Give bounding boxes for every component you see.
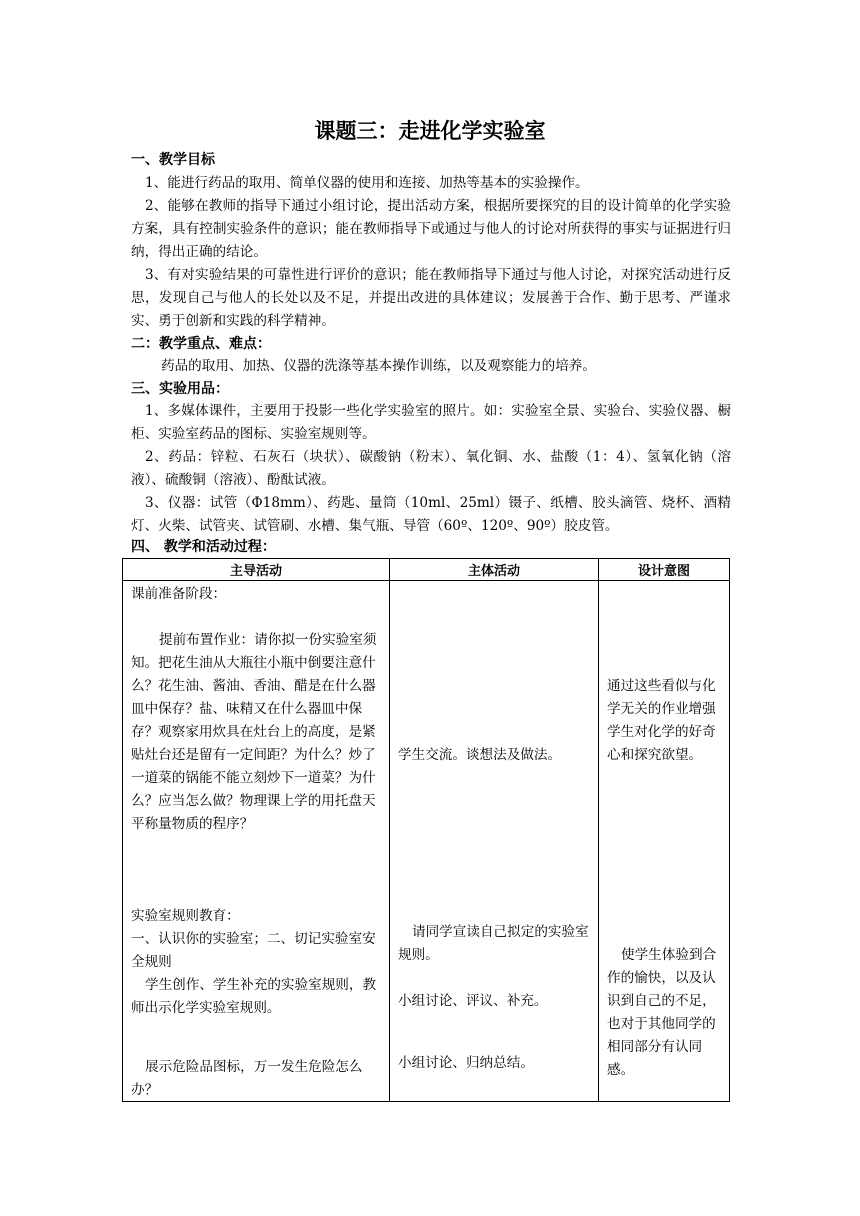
objective-3: 3、有对实验结果的可靠性进行评价的意识；能在教师指导下通过与他人讨论，对探究活动进行反思，发现自己与他人的长处以及不足，并提出改进的具体建议；发展善于合作、勤于思考、严谨求实、勇于创新和实践的科学精神。 [131,267,731,329]
intent-cooperation-text: 使学生体验到合作的愉快，以及认识到自己的不足，也对于其他同学的相同部分有认同感。 [607,947,717,1078]
section-heading-materials: 三、实验用品： [131,381,229,397]
objective-1: 1、能进行药品的取用、简单仪器的使用和连接、加热等基本的实验操作。 [145,175,589,191]
table-header-row [123,559,730,581]
table-row [123,581,730,1102]
student-exchange-text: 学生交流。谈想法及做法。 [398,747,562,763]
header-student-activity: 主体活动 [390,559,599,581]
materials-2: 2、药品：锌粒、石灰石（块状）、碳酸钠（粉末）、氧化铜、水、盐酸（1：4）、氢氧化钠（溶液）、硫酸铜（溶液）、酚酞试液。 [131,449,731,488]
group-discussion-text: 小组讨论、评议、补充。 [398,993,548,1009]
design-intent-cell [599,581,730,1102]
intent-curiosity-text: 通过这些看似与化学无关的作业增强学生对化学的好奇心和探究欲望。 [607,678,716,763]
materials-3: 3、仪器：试管（Φ18mm）、药匙、量筒（10ml、25ml）镊子、纸槽、胶头滴管、烧杯、酒精灯、火柴、试管夹、试管刷、水槽、集气瓶、导管（60º、120º、90º）胶皮管。 [131,495,731,534]
materials-1: 1、多媒体课件，主要用于投影一些化学实验室的照片。如：实验室全景、实验台、实验仪器、橱柜、实验室药品的图标、实验室规则等。 [131,403,731,442]
student-activity-cell [390,581,599,1102]
main-activity-cell [123,581,390,1102]
keypoints-text: 药品的取用、加热、仪器的洗涤等基本操作训练，以及观察能力的培养。 [161,358,596,374]
activity-table [122,558,730,1102]
header-design-intent: 设计意图 [599,559,730,581]
rules-education-label: 实验室规则教育： [131,908,240,924]
page-title: 课题三：走进化学实验室 [314,119,546,143]
section-heading-process: 四、 教学和活动过程： [131,539,276,555]
read-rules-text: 请同学宣读自己拟定的实验室规则。 [398,924,589,963]
group-summary-text: 小组讨论、归纳总结。 [398,1055,534,1071]
hazard-icons-text: 展示危险品图标，万一发生危险怎么办？ [131,1059,363,1098]
header-main-activity: 主导活动 [123,559,390,581]
section-heading-objectives: 一、教学目标 [131,152,215,168]
objective-2: 2、能够在教师的指导下通过小组讨论，提出活动方案，根据所要探究的目的设计简单的化学实验方案，具有控制实验条件的意识；能在教师指导下或通过与他人的讨论对所获得的事实与证据进行归纳，得出正确的结论。 [131,198,731,260]
rules-creation-text: 学生创作、学生补充的实验室规则，教师出示化学实验室规则。 [131,977,377,1016]
homework-text: 提前布置作业：请你拟一份实验室须知。把花生油从大瓶往小瓶中倒要注意什么？花生油、酱油、香油、醋是在什么器皿中保存？盐、味精又在什么器皿中保存？观察家用炊具在灶台上的高度，是紧贴灶台还是留有一定间距？为什么？炒了一道菜的锅能不能立刻炒下一道菜？为什么？应当怎么做？物理课上学的用托盘天平称量物质的程序？ [131,632,377,832]
prep-stage-label: 课前准备阶段： [131,586,227,602]
section-heading-keypoints: 二：教学重点、难点： [131,336,271,352]
rules-intro-text: 一、认识你的实验室；二、切记实验室安全规则 [131,931,376,970]
